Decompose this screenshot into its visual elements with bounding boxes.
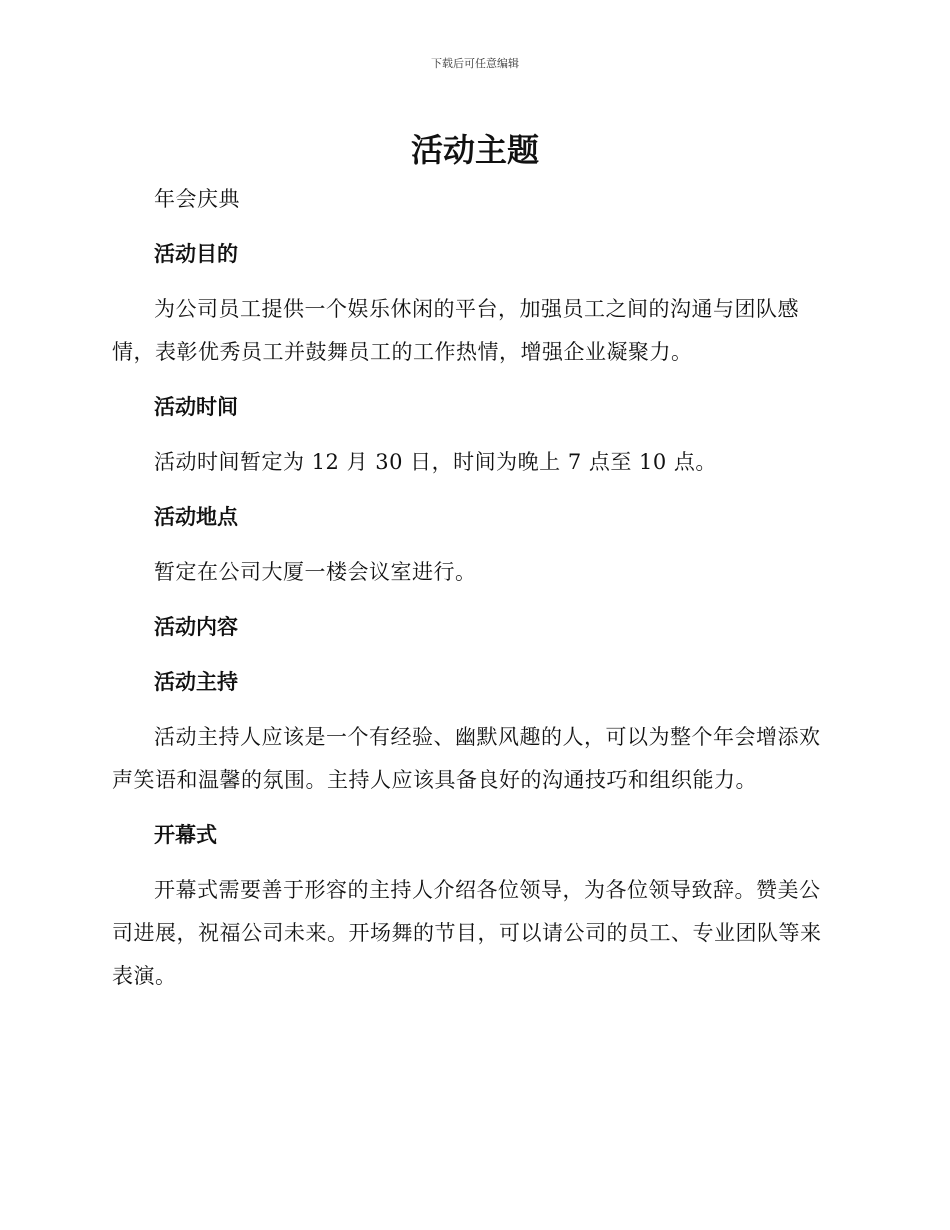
section-text-purpose: 为公司员工提供一个娱乐休闲的平台，加强员工之间的沟通与团队感情，表彰优秀员工并鼓舞员工的工作热情，增强企业凝聚力。 — [112, 297, 799, 364]
section-heading-opening: 开幕式 — [154, 823, 217, 847]
section-heading-time: 活动时间 — [154, 395, 238, 419]
section-heading-content: 活动内容 — [154, 615, 238, 639]
section-text-host: 活动主持人应该是一个有经验、幽默风趣的人，可以为整个年会增添欢声笑语和温馨的氛围。主持人应该具备良好的沟通技巧和组织能力。 — [112, 725, 821, 792]
section-text-opening: 开幕式需要善于形容的主持人介绍各位领导，为各位领导致辞。赞美公司进展，祝福公司未来。开场舞的节目，可以请公司的员工、专业团队等来表演。 — [112, 878, 822, 988]
section-text-location: 暂定在公司大厦一楼会议室进行。 — [154, 560, 477, 584]
document-body — [112, 178, 834, 998]
section-heading-purpose: 活动目的 — [154, 242, 238, 266]
section-heading-location: 活动地点 — [154, 505, 238, 529]
section-heading-host: 活动主持 — [154, 670, 238, 694]
page-title: 活动主题 — [410, 131, 539, 169]
header-note: 下载后可任意编辑 — [431, 57, 519, 70]
theme-text: 年会庆典 — [154, 187, 240, 211]
section-text-time: 活动时间暂定为 12 月 30 日，时间为晚上 7 点至 10 点。 — [154, 450, 717, 474]
